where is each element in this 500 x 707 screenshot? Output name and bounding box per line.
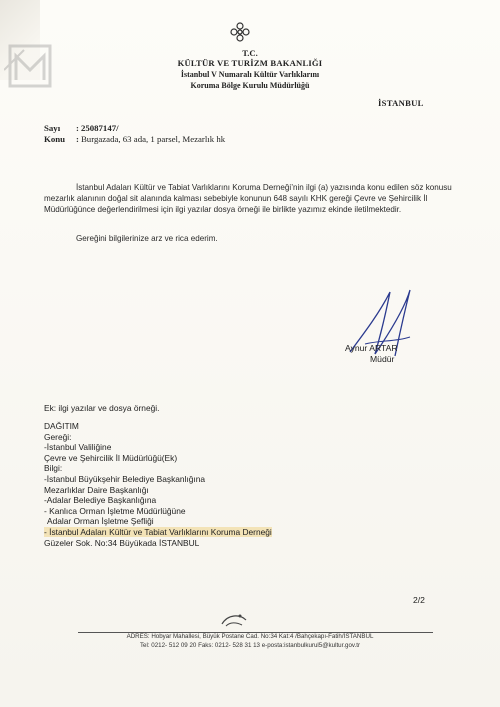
list-item: Adalar Orman İşletme Şefliği: [47, 516, 154, 527]
list-item: Mezarlıklar Daire Başkanlığı: [44, 484, 149, 495]
header-city: İSTANBUL: [378, 98, 424, 108]
konu-label: Konu: [44, 134, 66, 144]
header-tc: T.C.: [242, 48, 258, 58]
list-item: - Kanlıca Orman İşletme Müdürlüğüne: [44, 505, 186, 516]
signatory-name: Aynur ARTAR: [345, 343, 398, 353]
header-ministry: KÜLTÜR VE TURİZM BAKANLIĞI: [177, 58, 323, 68]
attachment-note: Ek: ilgi yazılar ve dosya örneği.: [44, 403, 160, 413]
list-item: Çevre ve Şehircilik İl Müdürlüğü(Ek): [44, 452, 178, 463]
list-item: -İstanbul Valiliğine: [44, 442, 112, 453]
bilgi-label: Bilgi:: [44, 463, 63, 474]
footer-contact: Tel: 0212- 512 09 20 Faks: 0212- 528 31 13 e-posta:istanbulkurul5@kultur.gov.tr: [139, 642, 361, 649]
signatory-title: Müdür: [370, 354, 395, 364]
turkiye-logo-icon: [218, 610, 250, 630]
ministry-emblem-icon: [229, 22, 251, 44]
distribution-title: DAĞITIM: [44, 421, 79, 431]
reference-number: Sayı : 25087147/: [44, 123, 119, 133]
list-item: Güzeler Sok. No:34 Büyükada İSTANBUL: [44, 537, 200, 548]
subject-line: Konu : Burgazada, 63 ada, 1 parsel, Mezarlık hk: [44, 134, 226, 144]
header-board: İstanbul V Numaralı Kültür Varlıklarını: [180, 70, 320, 79]
list-item: -İstanbul Büyükşehir Belediye Başkanlığına: [44, 473, 206, 484]
konu-value: Burgazada, 63 ada, 1 parsel, Mezarlık hk: [80, 134, 226, 144]
list-item: -Adalar Belediye Başkanlığına: [44, 495, 157, 506]
header-directorate: Koruma Bölge Kurulu Müdürlüğü: [190, 81, 310, 90]
distribution-list: [44, 421, 272, 548]
body-paragraph-1: İstanbul Adaları Kültür ve Tabiat Varlıklarını Koruma Derneği’nin ilgi (a) yazısında konu edilen söz konusu mezarlık alanının doğal sit alanında kalması sebebiyle konunun 648 sayılı KHK gereği Çevre ve Şehircilik İl Müdürlüğünce değerlendirilmesi için ilgi yazılar dosya örneği ile birlikte yazımız ekinde iletilmektedir.: [44, 183, 452, 214]
sayi-label: Sayı: [44, 123, 61, 133]
body-paragraph-2: Gereğini bilgilerinize arz ve rica ederim.: [76, 234, 218, 243]
footer-address: ADRES: Hobyar Mahallesi, Büyük Postane Cad. No:34 Kat:4 /Bahçekapı-Fatih/İSTANBUL: [126, 633, 374, 640]
list-item-highlighted: - İstanbul Adaları Kültür ve Tabiat Varlıklarını Koruma Derneği: [44, 526, 272, 537]
page-number: 2/2: [413, 595, 425, 605]
gerei-label: Gereği:: [44, 431, 72, 442]
sayi-value: 25087147/: [80, 123, 119, 133]
